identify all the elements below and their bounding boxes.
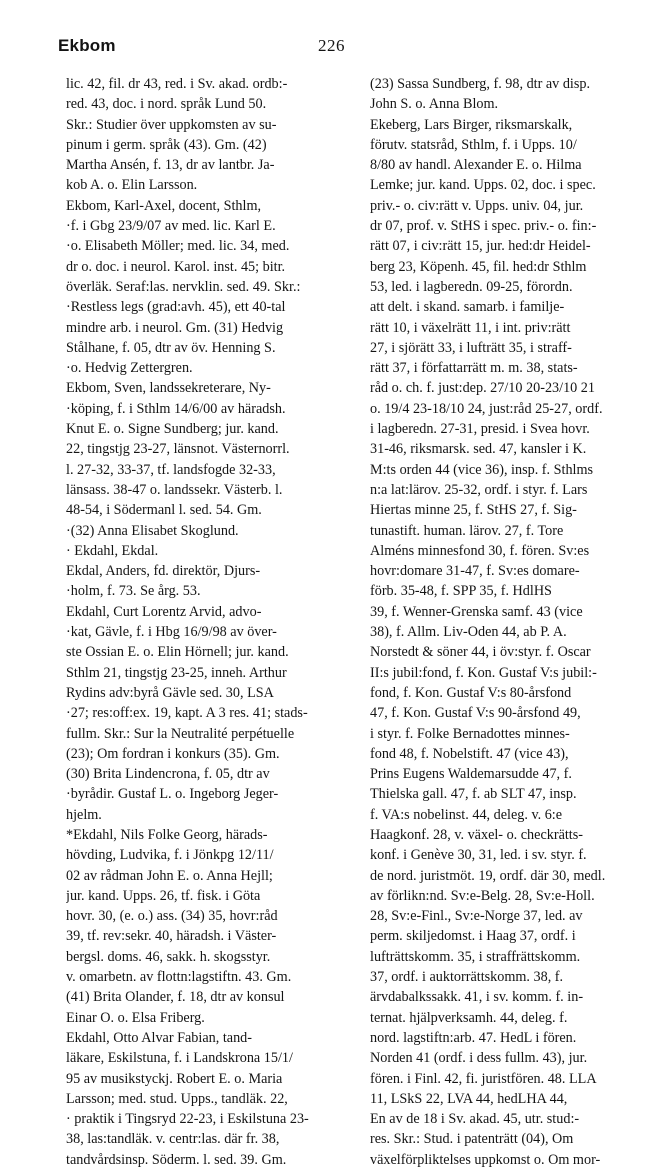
text-line: ·o. Hedvig Zettergren.: [66, 360, 193, 377]
text-line: fond, f. Kon. Gustaf V:s 80-årsfond: [370, 684, 572, 701]
text-line: 28, Sv:e-Finl., Sv:e-Norge 37, led. av: [370, 908, 583, 925]
text-line: bergsl. doms. 46, sakk. h. skogsstyr.: [66, 948, 271, 965]
text-line: Ekdal, Anders, fd. direktör, Djurs-: [66, 563, 261, 580]
text-line: ste Ossian E. o. Elin Hörnell; jur. kand.: [66, 644, 289, 661]
text-line: fond 48, f. Nobelstift. 47 (vice 43),: [370, 745, 569, 762]
page-number: 226: [318, 36, 345, 55]
text-line: ternat. hjälpverksamh. 44, deleg. f.: [370, 1009, 568, 1026]
text-line: priv.- o. civ:rätt v. Upps. univ. 04, jur.: [370, 197, 584, 214]
text-line: fullm. Skr.: Sur la Neutralité perpétuelle: [66, 725, 295, 742]
text-line: Alméns minnesfond 30, f. fören. Sv:es: [370, 542, 590, 559]
text-line: Sthlm 21, tingstjg 23-25, inneh. Arthur: [66, 664, 287, 681]
text-line: av förlikn:nd. Sv:e-Belg. 28, Sv:e-Holl.: [370, 887, 595, 904]
text-line: förutv. statsråd, Sthlm, f. i Upps. 10/: [370, 136, 577, 153]
text-line: Larsson; med. stud. Upps., tandläk. 22,: [66, 1090, 288, 1107]
text-line: ·byrådir. Gustaf L. o. Ingeborg Jeger-: [66, 786, 279, 803]
text-line: (23); Om fordran i konkurs (35). Gm.: [66, 745, 280, 762]
text-line: M:ts orden 44 (vice 36), insp. f. Sthlms: [370, 461, 594, 478]
text-line: 8/80 av handl. Alexander E. o. Hilma: [370, 157, 582, 174]
text-line: 53, led. i lagberedn. 09-25, förordn.: [370, 278, 573, 295]
text-line: ·(32) Anna Elisabet Skoglund.: [66, 522, 239, 539]
text-line: Haagkonf. 28, v. växel- o. checkrätts-: [370, 826, 583, 843]
text-line: 38, las:tandläk. v. centr:las. där fr. 38,: [66, 1131, 280, 1148]
text-line: Ekdahl, Curt Lorentz Arvid, advo-: [66, 603, 262, 620]
text-line: Thielska gall. 47, f. ab SLT 47, insp.: [370, 786, 577, 803]
text-line: n:a lat:lärov. 25-32, ordf. i styr. f. Lars: [370, 481, 588, 498]
text-line: f. VA:s nobelinst. 44, deleg. v. 6:e: [370, 806, 563, 823]
text-line: lufträttskomm. 35, i straffrättskomm.: [370, 948, 581, 965]
text-line: berg 23, Köpenh. 45, fil. hed:dr Sthlm: [370, 258, 587, 275]
text-line: 38), f. Allm. Liv-Oden 44, ab P. A.: [370, 624, 567, 641]
text-line: Lemke; jur. kand. Upps. 02, doc. i spec.: [370, 177, 596, 194]
text-line: mindre arb. i neurol. Gm. (31) Hedvig: [66, 319, 284, 336]
text-line: *Ekdahl, Nils Folke Georg, härads-: [66, 826, 268, 843]
right-column: [370, 74, 652, 1170]
running-head: Ekbom: [58, 36, 116, 55]
text-line: 22, tingstjg 23-27, länsnot. Västernorrl.: [66, 441, 290, 458]
text-line: tunastift. human. lärov. 27, f. Tore: [370, 522, 564, 539]
text-line: Ekdahl, Otto Alvar Fabian, tand-: [66, 1029, 252, 1046]
text-line: Rydins adv:byrå Gävle sed. 30, LSA: [66, 684, 274, 701]
text-line: 11, LSkS 22, LVA 44, hedLHA 44,: [370, 1090, 568, 1107]
text-line: Ekbom, Karl-Axel, docent, Sthlm,: [66, 197, 262, 214]
text-line: Norstedt & söner 44, i öv:styr. f. Oscar: [370, 644, 591, 661]
text-line: överläk. Seraf:las. nervklin. sed. 49. Skr.:: [66, 278, 301, 295]
text-line: Ekeberg, Lars Birger, riksmarskalk,: [370, 116, 573, 133]
text-line: lic. 42, fil. dr 43, red. i Sv. akad. ordb:-: [66, 76, 288, 92]
text-line: länsass. 38-47 o. landssekr. Västerb. l.: [66, 481, 283, 498]
text-line: i lagberedn. 27-31, presid. i Svea hovr.: [370, 421, 590, 438]
text-line: · praktik i Tingsryd 22-23, i Eskilstuna 23-: [66, 1111, 309, 1128]
text-line: Stålhane, f. 05, dtr av öv. Henning S.: [66, 339, 276, 356]
text-line: rätt 07, i civ:rätt 15, jur. hed:dr Heidel-: [370, 238, 591, 255]
text-line: Norden 41 (ordf. i dess fullm. 43), jur.: [370, 1050, 588, 1067]
text-line: ·Restless legs (grad:avh. 45), ett 40-tal: [66, 299, 286, 316]
text-line: 37, ordf. i auktorrättskomm. 38, f.: [370, 969, 564, 986]
text-line: 39, tf. rev:sekr. 40, häradsh. i Väster-: [66, 928, 277, 945]
text-line: ·f. i Gbg 23/9/07 av med. lic. Karl E.: [66, 218, 276, 235]
text-line: läkare, Eskilstuna, f. i Landskrona 15/1/: [66, 1050, 293, 1067]
text-line: ·o. Elisabeth Möller; med. lic. 34, med.: [66, 238, 290, 255]
text-line: hjelm.: [66, 806, 102, 823]
text-line: dr o. doc. i neurol. Karol. inst. 45; bitr.: [66, 258, 286, 275]
text-line: (30) Brita Lindencrona, f. 05, dtr av: [66, 766, 270, 783]
text-line: perm. skiljedomst. i Haag 37, ordf. i: [370, 928, 576, 945]
text-line: l. 27-32, 33-37, tf. landsfogde 32-33,: [66, 461, 276, 478]
text-line: red. 43, doc. i nord. språk Lund 50.: [66, 96, 267, 113]
text-line: de nord. juristmöt. 19, ordf. där 30, medl.: [370, 867, 606, 884]
text-line: dr 07, prof. v. StHS i spec. priv.- o. fin:-: [370, 218, 597, 235]
text-line: i styr. f. Folke Bernadottes minnes-: [370, 725, 570, 742]
text-line: 27, i sjörätt 33, i lufträtt 35, i straff-: [370, 339, 572, 356]
text-line: rätt 10, i växelrätt 11, i int. priv:rätt: [370, 319, 571, 336]
text-line: res. Skr.: Stud. i patenträtt (04), Om: [370, 1131, 574, 1148]
text-line: förb. 35-48, f. SPP 35, f. HdlHS: [370, 583, 552, 600]
text-line: pinum i germ. språk (43). Gm. (42): [66, 136, 267, 153]
text-line: (23) Sassa Sundberg, f. 98, dtr av disp.: [370, 76, 591, 92]
text-line: rätt 37, i författarrätt m. m. 38, stats-: [370, 360, 578, 377]
text-line: konf. i Genève 30, 31, led. i sv. styr. f.: [370, 847, 587, 864]
text-line: ·kat, Gävle, f. i Hbg 16/9/98 av över-: [66, 624, 277, 641]
text-line: Martha Ansén, f. 13, dr av lantbr. Ja-: [66, 157, 275, 174]
text-line: 48-54, i Södermanl l. sed. 54. Gm.: [66, 502, 262, 519]
text-line: tandvårdsinsp. Söderm. l. sed. 39. Gm.: [66, 1151, 287, 1168]
text-line: växelförpliktelses uppkomst o. Om mor-: [370, 1151, 601, 1168]
text-line: att delt. i skand. samarb. i familje-: [370, 299, 565, 316]
text-line: II:s jubil:fond, f. Kon. Gustaf V:s jubil:-: [370, 664, 597, 681]
text-line: (41) Brita Olander, f. 18, dtr av konsul: [66, 989, 285, 1006]
text-line: 95 av musikstyckj. Robert E. o. Maria: [66, 1070, 283, 1087]
text-line: 39, f. Wenner-Grenska samf. 43 (vice: [370, 603, 583, 620]
text-line: hovr. 30, (e. o.) ass. (34) 35, hovr:råd: [66, 908, 278, 925]
text-line: 47, f. Kon. Gustaf V:s 90-årsfond 49,: [370, 705, 581, 722]
text-line: · Ekdahl, Ekdal.: [66, 542, 159, 559]
left-column: [66, 74, 342, 1170]
text-line: 02 av rådman John E. o. Anna Hejll;: [66, 867, 273, 884]
text-line: o. 19/4 23-18/10 24, just:råd 25-27, ordf.: [370, 400, 603, 417]
text-line: nord. lagstiftn:arb. 47. HedL i fören.: [370, 1029, 577, 1046]
text-line: John S. o. Anna Blom.: [370, 96, 499, 113]
text-line: v. omarbetn. av flottn:lagstiftn. 43. Gm.: [66, 969, 292, 986]
text-line: råd o. ch. f. just:dep. 27/10 20-23/10 21: [370, 380, 595, 397]
text-line: Knut E. o. Signe Sundberg; jur. kand.: [66, 421, 279, 438]
text-line: hovr:domare 31-47, f. Sv:es domare-: [370, 563, 580, 580]
text-line: En av de 18 i Sv. akad. 45, utr. stud:-: [370, 1111, 580, 1128]
text-line: ·27; res:off:ex. 19, kapt. A 3 res. 41; stads-: [66, 705, 308, 722]
text-line: Skr.: Studier över uppkomsten av su-: [66, 116, 277, 133]
text-line: ·köping, f. i Sthlm 14/6/00 av häradsh.: [66, 400, 286, 417]
text-line: fören. i Finl. 42, fi. juristfören. 48. LLA: [370, 1070, 597, 1087]
text-line: kob A. o. Elin Larsson.: [66, 177, 198, 194]
text-line: ·holm, f. 73. Se årg. 53.: [66, 583, 201, 600]
text-line: Ekbom, Sven, landssekreterare, Ny-: [66, 380, 271, 397]
text-line: hövding, Ludvika, f. i Jönkpg 12/11/: [66, 847, 274, 864]
text-line: ärvdabalkssakk. 41, i sv. komm. f. in-: [370, 989, 584, 1006]
text-line: Einar O. o. Elsa Friberg.: [66, 1009, 205, 1026]
text-line: 31-46, riksmarsk. sed. 47, kansler i K.: [370, 441, 587, 458]
text-line: jur. kand. Upps. 26, tf. fisk. i Göta: [66, 887, 261, 904]
text-line: Prins Eugens Waldemarsudde 47, f.: [370, 766, 572, 783]
text-line: Hiertas minne 25, f. StHS 27, f. Sig-: [370, 502, 577, 519]
